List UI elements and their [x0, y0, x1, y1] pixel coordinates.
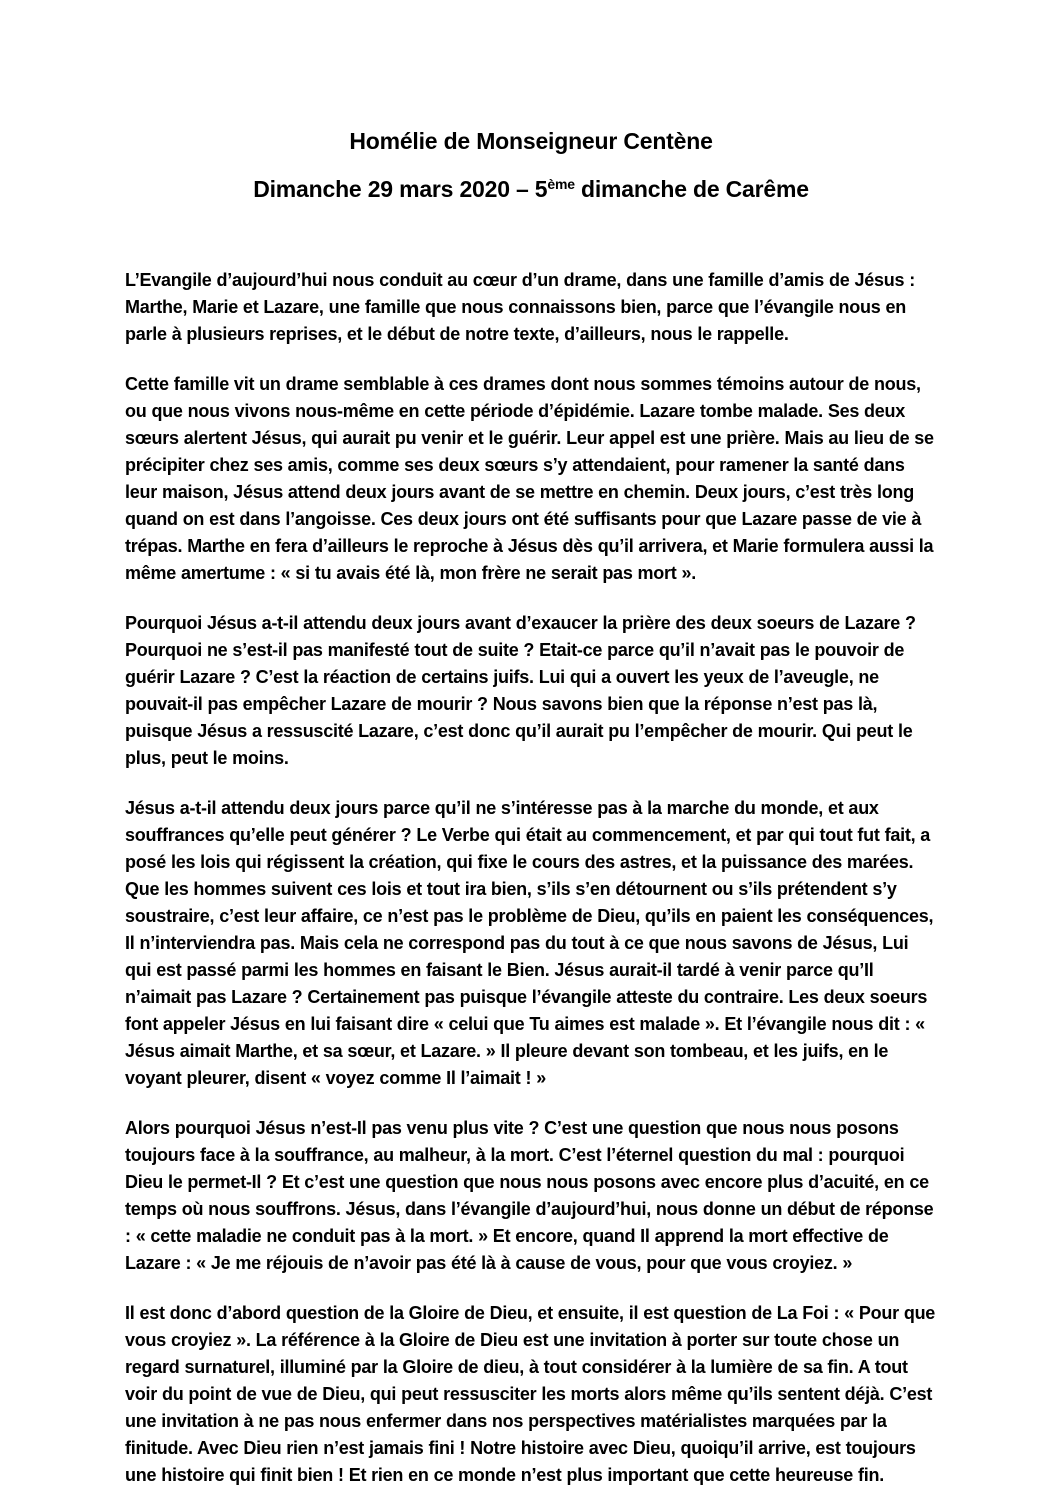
document-subtitle [125, 176, 937, 205]
subtitle-text: Dimanche 29 mars 2020 – 5 [253, 176, 548, 202]
paragraph: Pourquoi Jésus a-t-il attendu deux jours avant d’exaucer la prière des deux soeurs de Lazare ? Pourquoi ne s’est-il pas manifesté tout de suite ? Etait-ce parce qu’il n’avait pas le pouvoir de guérir Lazare ? C’est la réaction de certains juifs. Lui qui a ouvert les yeux de l’aveugle, ne pouvait-il pas empêcher Lazare de mourir ? Nous savons bien que la réponse n’est pas là, puisque Jésus a ressuscité Lazare, c’est donc qu’il aurait pu l’empêcher de mourir. Qui peut le plus, peut le moins. [125, 613, 916, 768]
document-title: Homélie de Monseigneur Centène [349, 128, 713, 154]
paragraph: Alors pourquoi Jésus n’est-Il pas venu plus vite ? C’est une question que nous nous posons toujours face à la souffrance, au malheur, à la mort. C’est l’éternel question du mal : pourquoi Dieu le permet-Il ? Et c’est une question que nous nous posons avec encore plus d’acuité, en ce temps où nous souffrons. Jésus, dans l’évangile d’aujourd’hui, nous donne un début de réponse : « cette maladie ne conduit pas à la mort. » Et encore, quand Il apprend la mort effective de Lazare : « Je me réjouis de n’avoir pas été là à cause de vous, pour que vous croyiez. » [125, 1118, 934, 1273]
subtitle-suffix: dimanche de Carême [574, 176, 809, 202]
subtitle-superscript: ème [547, 176, 575, 192]
document-body [125, 267, 937, 1489]
paragraph: Il est donc d’abord question de la Gloire de Dieu, et ensuite, il est question de La Foi : « Pour que vous croyiez ». La référence à la Gloire de Dieu est une invitation à porter sur toute chose un regard surnaturel, illuminé par la Gloire de dieu, à tout considérer à la lumière de sa fin. A tout voir du point de vue de Dieu, qui peut ressusciter les morts alors même qu’ils sentent déjà. C’est une invitation à ne pas nous enfermer dans nos perspectives matérialistes marquées par la finitude. Avec Dieu rien n’est jamais fini ! Notre histoire avec Dieu, quoiqu’il arrive, est toujours une histoire qui finit bien ! Et rien en ce monde n’est plus important que cette heureuse fin. [125, 1303, 936, 1485]
paragraph: Jésus a-t-il attendu deux jours parce qu’il ne s’intéresse pas à la marche du monde, et aux souffrances qu’elle peut générer ? Le Verbe qui était au commencement, et par qui tout fut fait, a posé les lois qui régissent la création, qui fixe le cours des astres, et la puissance des marées. Que les hommes suivent ces lois et tout ira bien, s’ils s’en détournent ou s’ils prétendent s’y soustraire, c’est leur affaire, ce n’est pas le problème de Dieu, qu’ils en paient les conséquences, Il n’interviendra pas. Mais cela ne correspond pas du tout à ce que nous savons de Jésus, Lui qui est passé parmi les hommes en faisant le Bien. Jésus aurait-il tardé à venir parce qu’Il n’aimait pas Lazare ? Certainement pas puisque l’évangile atteste du contraire. Les deux soeurs font appeler Jésus en lui faisant dire « celui que Tu aimes est malade ». Et l’évangile nous dit : « Jésus aimait Marthe, et sa sœur, et Lazare. » Il pleure devant son tombeau, et les juifs, en le voyant pleurer, disent « voyez comme Il l’aimait ! » [125, 798, 934, 1088]
paragraph: Cette famille vit un drame semblable à ces drames dont nous sommes témoins autour de nous, ou que nous vivons nous-même en cette période d’épidémie. Lazare tombe malade. Ses deux sœurs alertent Jésus, qui aurait pu venir et le guérir. Leur appel est une prière. Mais au lieu de se précipiter chez ses amis, comme ses deux sœurs s’y attendaient, pour ramener la santé dans leur maison, Jésus attend deux jours avant de se mettre en chemin. Deux jours, c’est très long quand on est dans l’angoisse. Ces deux jours ont été suffisants pour que Lazare passe de vie à trépas. Marthe en fera d’ailleurs le reproche à Jésus dès qu’il arrivera, et Marie formulera aussi la même amertume : « si tu avais été là, mon frère ne serait pas mort ». [125, 374, 934, 583]
paragraph: L’Evangile d’aujourd’hui nous conduit au cœur d’un drame, dans une famille d’amis de Jésus : Marthe, Marie et Lazare, une famille que nous connaissons bien, parce que l’évangile nous en parle à plusieurs reprises, et le début de notre texte, d’ailleurs, nous le rappelle. [125, 270, 915, 344]
